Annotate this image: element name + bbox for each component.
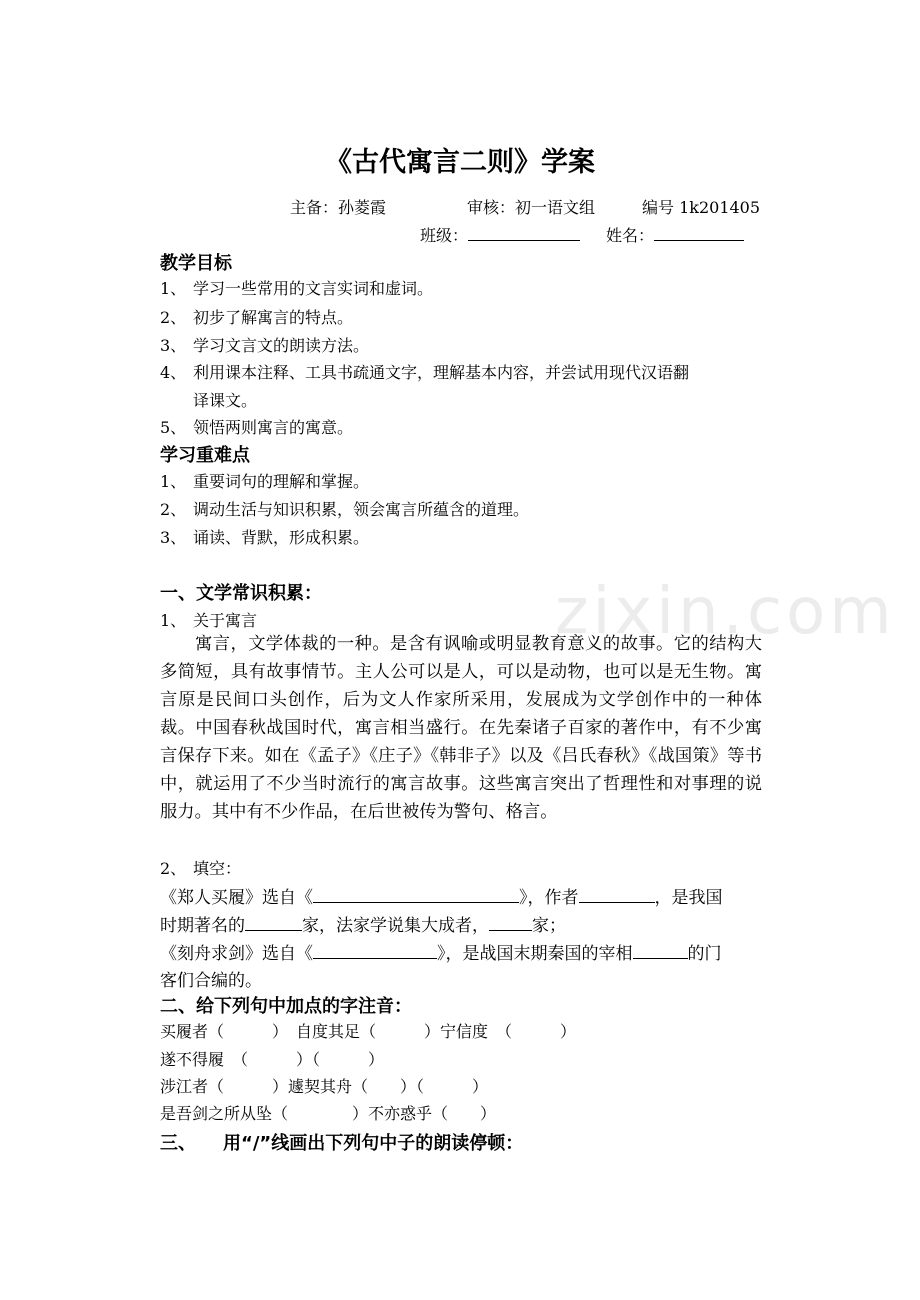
code-line: 编号 1k201405: [642, 198, 761, 217]
fill-line-4: 客们合编的。: [160, 971, 262, 991]
class-field[interactable]: [420, 223, 580, 246]
pinyin-line: 买履者（ ） 自度其足（ ）宁信度 （ ）: [160, 1022, 577, 1041]
section1-sub2: 2、 填空：: [160, 859, 242, 878]
class-blank[interactable]: [468, 224, 580, 241]
objective-item: 3、 学习文言文的朗读方法。: [160, 336, 370, 355]
page-title: 《古代寓言二则》学案: [325, 147, 595, 178]
fill-blank[interactable]: [313, 886, 519, 903]
key-points-heading: 学习重难点: [160, 445, 250, 466]
watermark: zixin.com: [555, 575, 896, 649]
objective-item: 1、 学习一些常用的文言实词和虚词。: [160, 279, 434, 298]
pinyin-line: 是吾剑之所从坠（ ）不亦惑乎（ ）: [160, 1104, 497, 1123]
fill-blank[interactable]: [489, 914, 532, 931]
name-field[interactable]: [606, 223, 744, 246]
section1-heading: 一、文学常识积累：: [160, 583, 322, 604]
fill-blank[interactable]: [245, 914, 302, 931]
objective-item: 5、 领悟两则寓言的寓意。: [160, 418, 354, 437]
objectives-heading: 教学目标: [160, 253, 232, 274]
key-point-item: 3、 诵读、背默，形成积累。: [160, 528, 370, 547]
section3-heading: 三、 用“/”线画出下列句中子的朗读停顿：: [160, 1133, 524, 1154]
pinyin-line: 涉江者（ ）遽契其舟（ ）（ ）: [160, 1077, 489, 1096]
section2-heading: 二、给下列句中加点的字注音：: [160, 996, 412, 1017]
section1-sub1: 1、 关于寓言: [160, 611, 258, 630]
objective-item: 4、 利用课本注释、工具书疏通文字，理解基本内容，并尝试用现代汉语翻: [160, 363, 690, 382]
class-label: 班级：: [420, 226, 469, 245]
key-point-item: 1、 重要词句的理解和掌握。: [160, 472, 370, 491]
fill-blank[interactable]: [313, 942, 437, 959]
reviewer-line: 审核：初一语文组: [467, 198, 596, 217]
name-label: 姓名：: [606, 226, 655, 245]
fable-paragraph: 寓言，文学体裁的一种。是含有讽喻或明显教育意义的故事。它的结构大多简短，具有故事情节。主人公可以是人，可以是动物，也可以是无生物。寓言原是民间口头创作，后为文人作家所采用，发展成为文学创作中的一种体裁。中国春秋战国时代，寓言相当盛行。在先秦诸子百家的著作中，有不少寓言保存下来。如在《孟子》《庄子》《韩非子》以及《吕氏春秋》《战国策》等书中，就运用了不少当时流行的寓言故事。这些寓言突出了哲理性和对事理的说服力。其中有不少作品，在后世被传为警句、格言。: [160, 634, 762, 822]
objective-item-continued: 译课文。: [193, 391, 258, 410]
objective-item: 2、 初步了解寓言的特点。: [160, 308, 354, 327]
fill-line-2: 时期著名的 家，法家学说集大成者， 家；: [160, 916, 566, 936]
author-line: 主备：孙菱霞: [290, 198, 387, 217]
fill-line-1: 《郑人买履》选自《 》，作者 ，是我国: [160, 888, 723, 908]
fill-blank[interactable]: [579, 886, 655, 903]
pinyin-line: 遂不得履 （ ）（ ）: [160, 1050, 385, 1069]
fill-blank[interactable]: [633, 942, 688, 959]
name-blank[interactable]: [654, 224, 744, 241]
key-point-item: 2、 调动生活与知识积累，领会寓言所蕴含的道理。: [160, 500, 530, 519]
fill-line-3: 《刻舟求剑》选自《 》，是战国末期秦国的宰相 的门: [160, 944, 722, 964]
